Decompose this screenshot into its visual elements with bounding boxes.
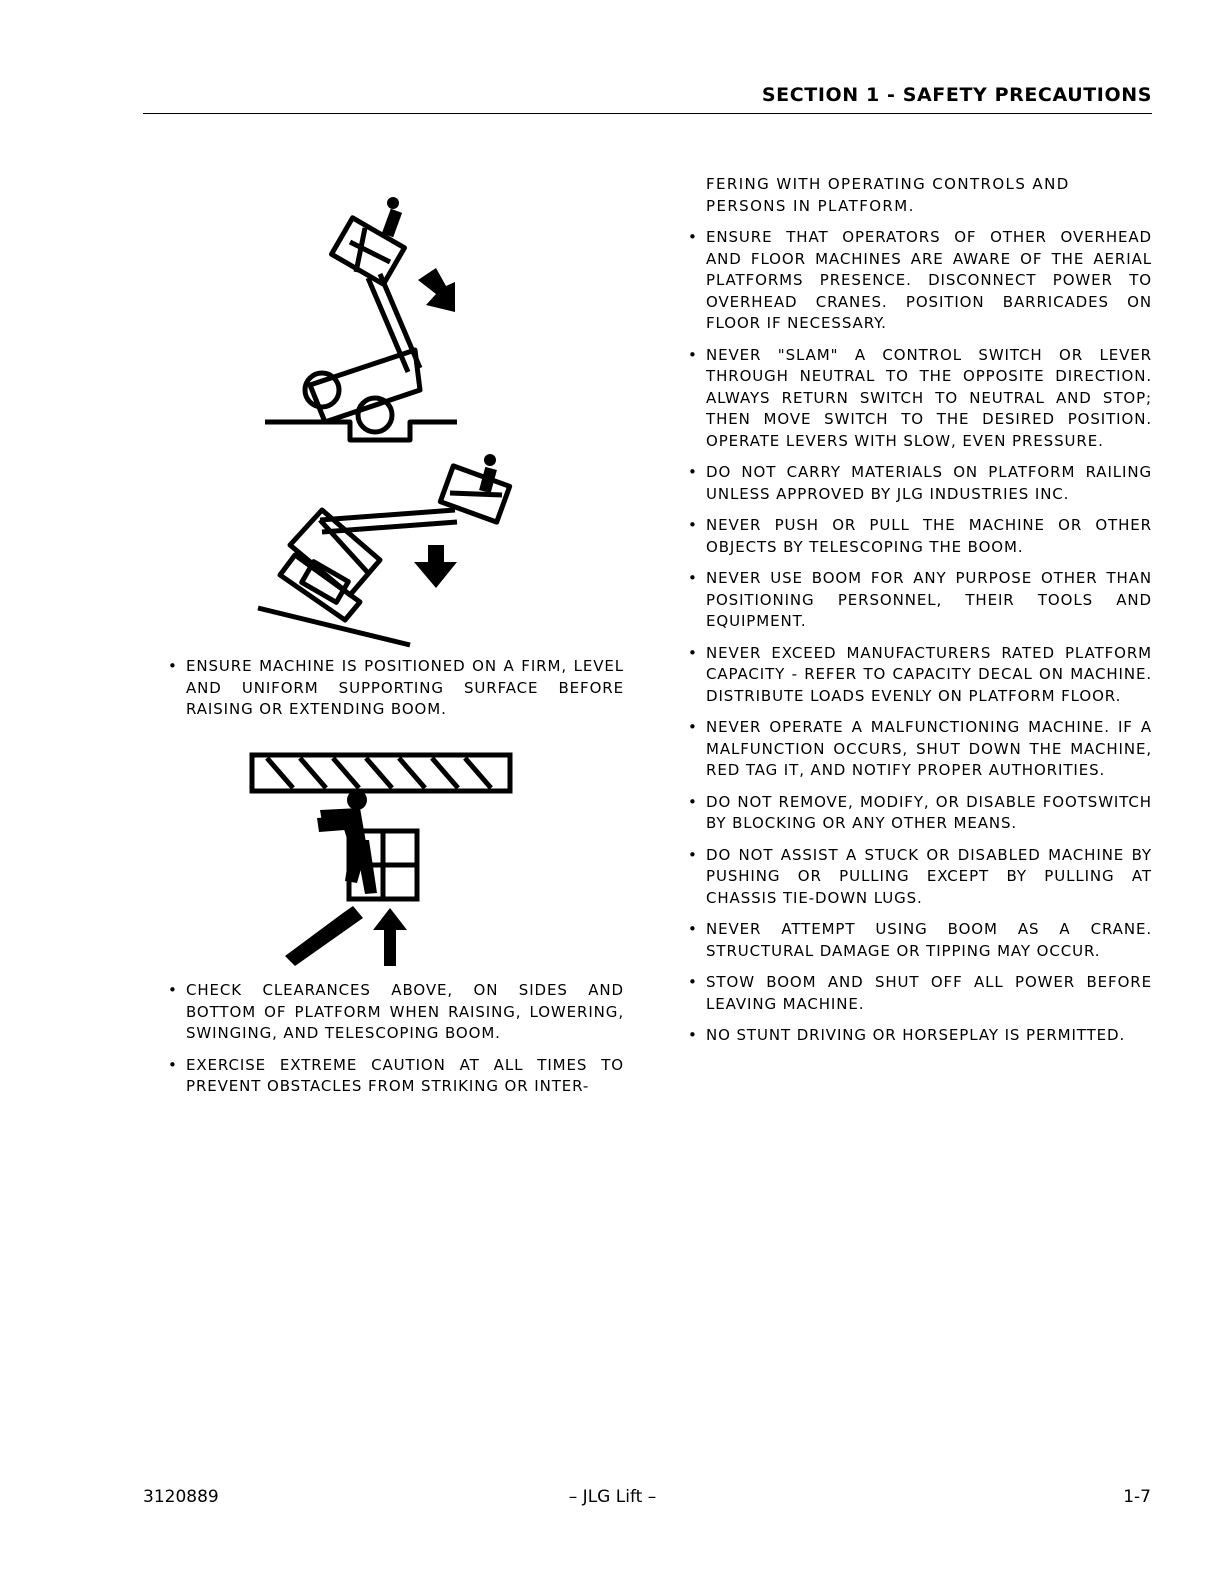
list-item [688,345,1152,453]
bullet-marker: • [168,1055,178,1074]
list-item [168,656,624,721]
bullet-text: EXERCISE EXTREME CAUTION AT ALL TIMES TO PREVENT OBSTACLES FROM STRIKING OR INTER- [186,1055,624,1095]
bullet-marker: • [688,569,698,587]
bullet-text: ENSURE THAT OPERATORS OF OTHER OVERHEAD AND FLOOR MACHINES ARE AWARE OF THE AERIAL PLATFORMS PRESENCE. DISCONNECT POWER TO OVERHEAD CRANES. POSITION BARRICADES ON FLOOR IF NECESSARY. [706,228,1152,332]
bullet-marker: • [168,657,178,675]
bullet-text: DO NOT REMOVE, MODIFY, OR DISABLE FOOTSWITCH BY BLOCKING OR ANY OTHER MEANS. [706,792,1152,832]
bullet-marker: • [688,516,698,534]
bullet-text: NEVER "SLAM" A CONTROL SWITCH OR LEVER THROUGH NEUTRAL TO THE OPPOSITE DIRECTION. ALWAYS RETURN SWITCH TO NEUTRAL AND STOP; THEN MOVE SWITCH TO THE DESIRED POSITION. OPERATE LEVERS WITH SLOW, EVEN PRESSURE. [706,345,1152,450]
bullet-text: NEVER PUSH OR PULL THE MACHINE OR OTHER OBJECTS BY TELESCOPING THE BOOM. [706,516,1152,556]
list-item [688,972,1152,1015]
bullet-marker: • [688,228,698,246]
list-item [688,643,1152,708]
bullet-text: NEVER USE BOOM FOR ANY PURPOSE OTHER THAN POSITIONING PERSONNEL, THEIR TOOLS AND EQUIPMENT. [706,569,1152,630]
bullet-text: NO STUNT DRIVING OR HORSEPLAY IS PERMITTED. [706,1026,1126,1044]
list-item [168,980,624,1045]
list-item [688,845,1152,910]
page-number: 1-7 [1123,1487,1151,1507]
bullet-text: NEVER ATTEMPT USING BOOM AS A CRANE. STRUCTURAL DAMAGE OR TIPPING MAY OCCUR. [706,920,1152,960]
bullet-text: ENSURE MACHINE IS POSITIONED ON A FIRM, LEVEL AND UNIFORM SUPPORTING SURFACE BEFORE RAISING OR EXTENDING BOOM. [186,657,624,718]
list-item [688,1025,1152,1047]
bullet-text: NEVER OPERATE A MALFUNCTIONING MACHINE. IF A MALFUNCTION OCCURS, SHUT DOWN THE MACHINE, RED TAG IT, AND NOTIFY PROPER AUTHORITIES. [706,718,1152,779]
bullet-marker: • [688,643,698,662]
list-item [688,568,1152,633]
list-item [688,919,1152,962]
bullet-text: STOW BOOM AND SHUT OFF ALL POWER BEFORE LEAVING MACHINE. [706,973,1152,1013]
header-divider [143,113,1152,114]
bullet-marker: • [688,345,698,364]
tipping-hazard-icon [250,190,530,655]
footer-publisher: – JLG Lift – [568,1487,657,1507]
bullet-marker: • [688,718,698,736]
list-item [688,515,1152,558]
section-title: SECTION 1 - SAFETY PRECAUTIONS [761,84,1152,106]
bullet-text: CHECK CLEARANCES ABOVE, ON SIDES AND BOTTOM OF PLATFORM WHEN RAISING, LOWERING, SWINGING, AND TELESCOPING BOOM. [186,981,624,1042]
right-column [688,174,1152,1057]
list-item [688,462,1152,505]
bullet-marker: • [688,1026,698,1044]
bullet-text: DO NOT CARRY MATERIALS ON PLATFORM RAILING UNLESS APPROVED BY JLG INDUSTRIES INC. [706,463,1152,503]
continued-text: FERING WITH OPERATING CONTROLS AND PERSONS IN PLATFORM. [706,175,1070,215]
bullet-marker: • [688,845,698,864]
document-number: 3120889 [143,1487,219,1507]
bullet-marker: • [688,973,698,991]
list-item [688,792,1152,835]
list-item [688,227,1152,335]
bullet-text: DO NOT ASSIST A STUCK OR DISABLED MACHINE BY PUSHING OR PULLING EXCEPT BY PULLING AT CHASSIS TIE-DOWN LUGS. [706,845,1152,907]
bullet-marker: • [688,920,698,938]
bullet-marker: • [688,792,698,811]
list-item [168,1055,624,1098]
list-item [688,717,1152,782]
overhead-crush-hazard-icon [245,748,520,973]
bullet-marker: • [168,981,178,999]
bullet-text: NEVER EXCEED MANUFACTURERS RATED PLATFORM CAPACITY - REFER TO CAPACITY DECAL ON MACHINE. DISTRIBUTE LOADS EVENLY ON PLATFORM FLOOR. [706,643,1152,705]
bullet-marker: • [688,463,698,481]
